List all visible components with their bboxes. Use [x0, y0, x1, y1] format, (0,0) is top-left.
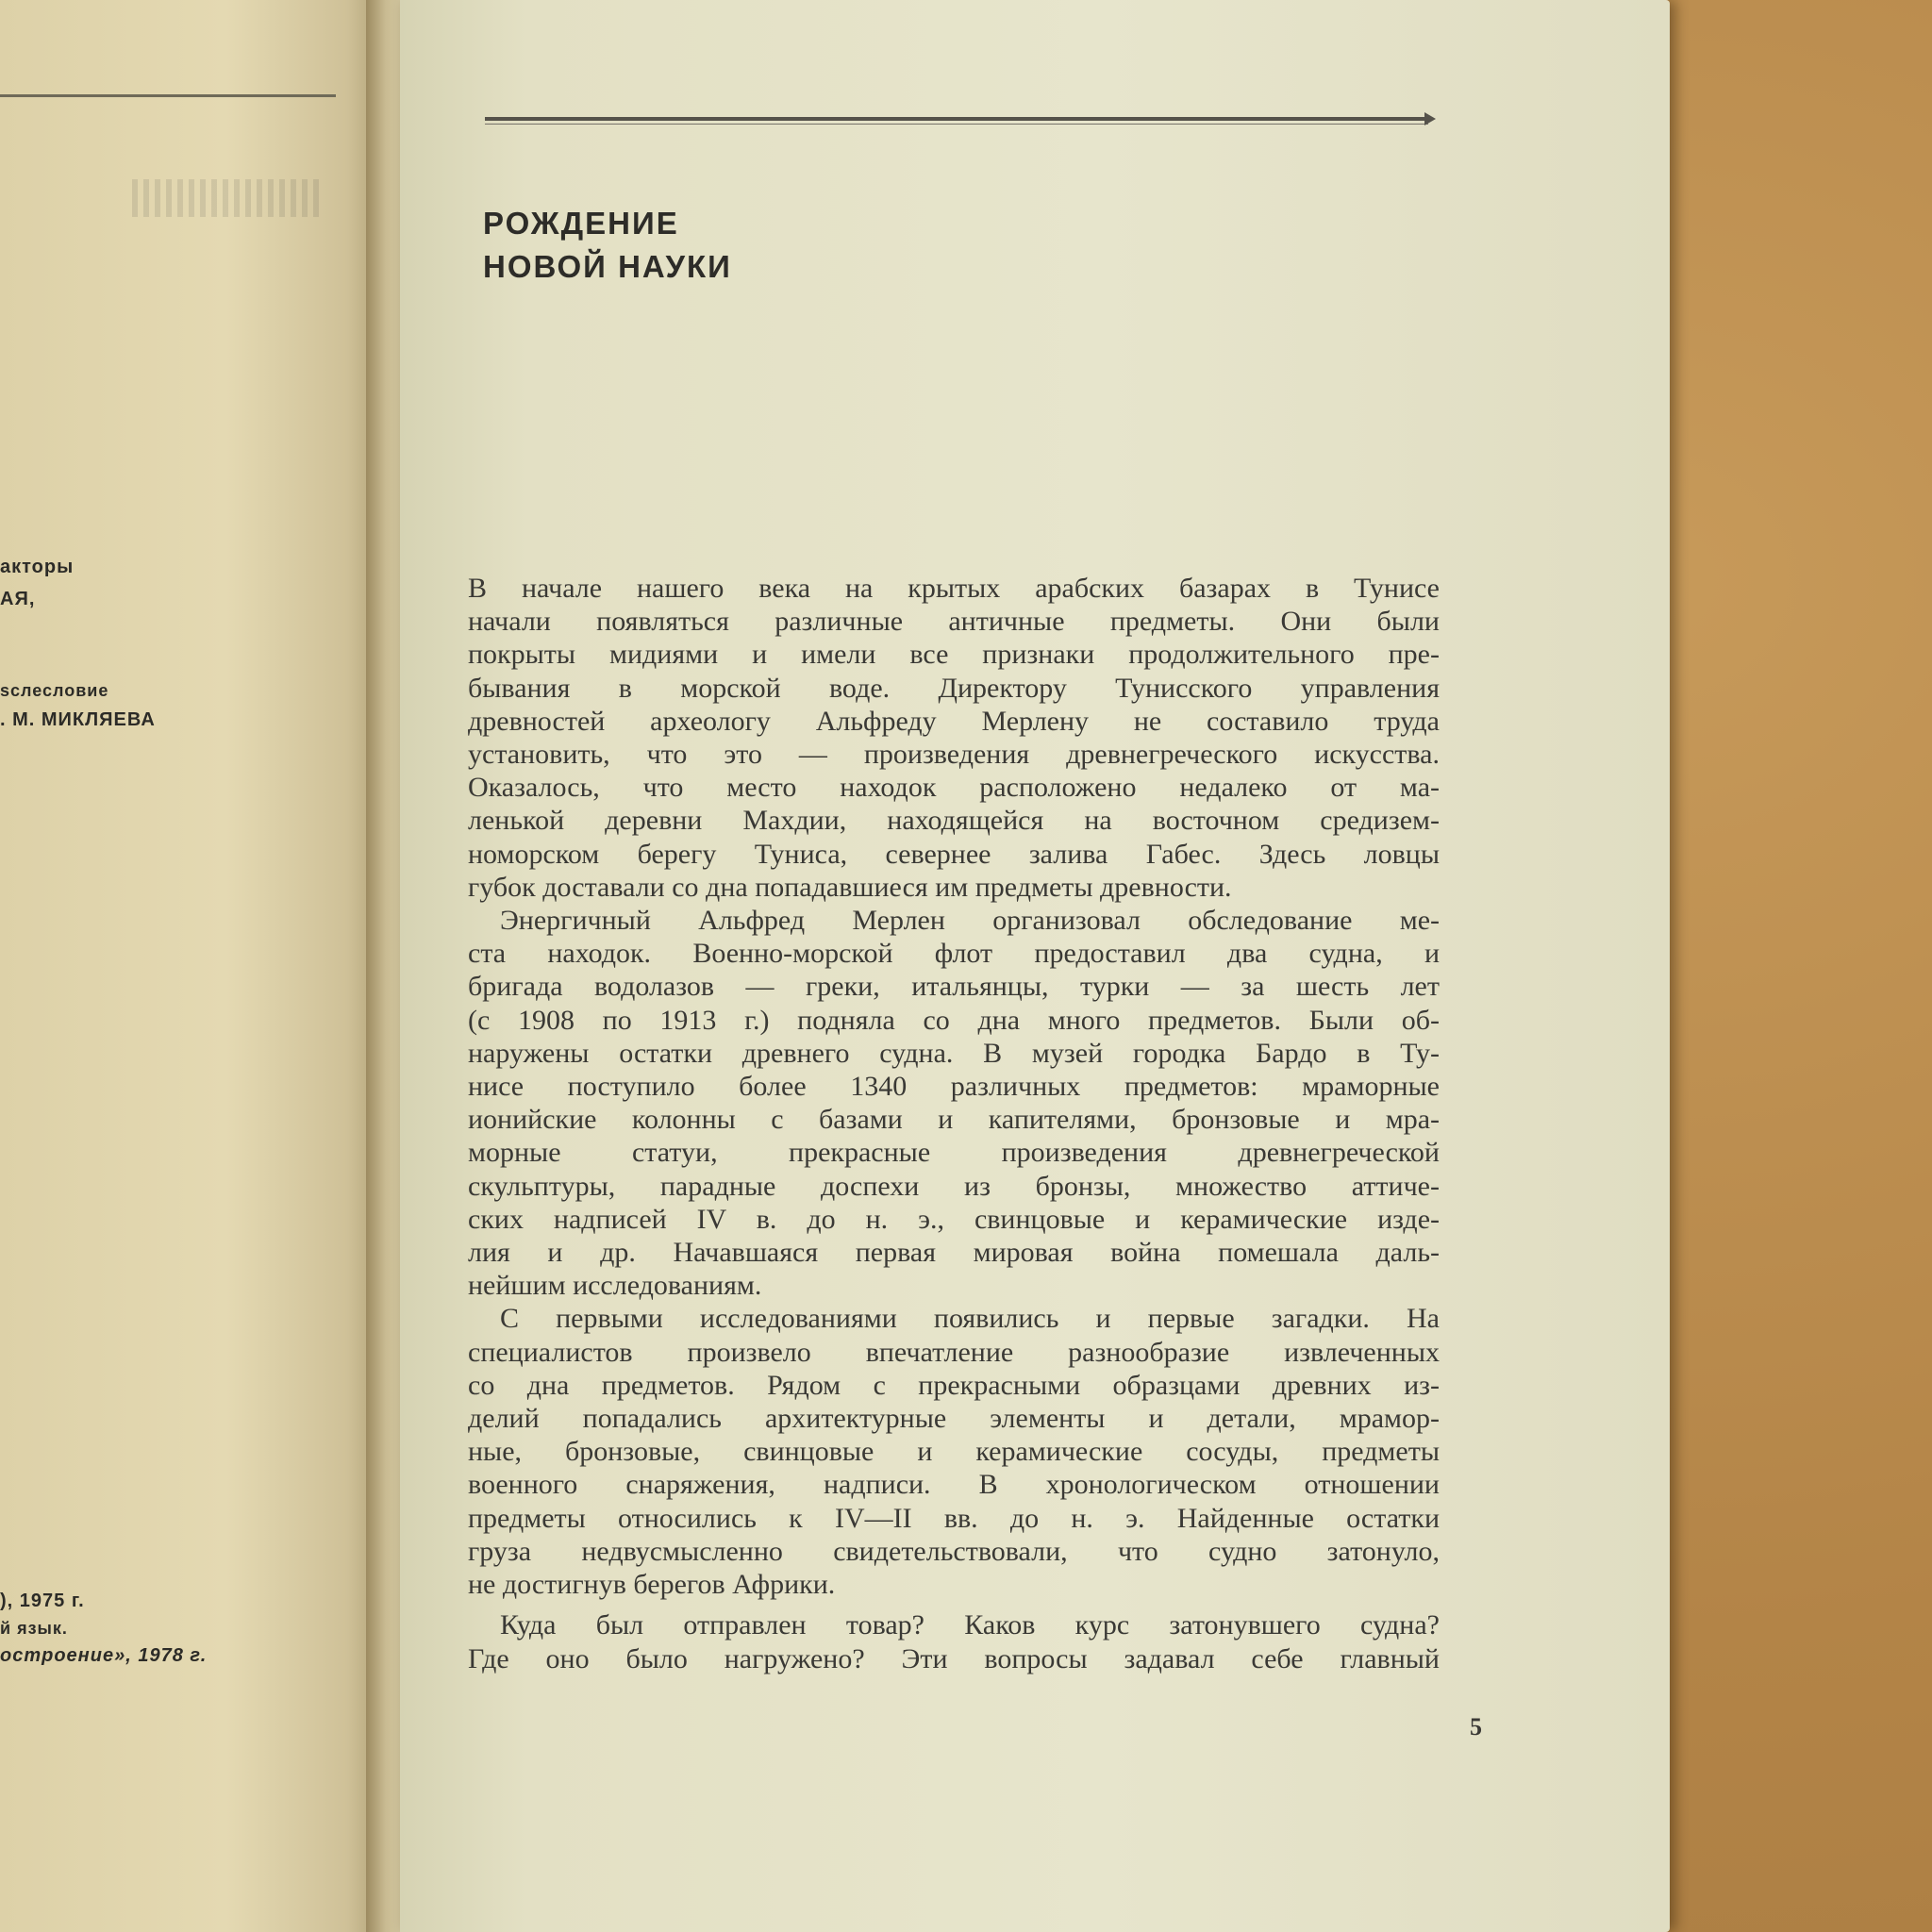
- decorative-rule: [485, 117, 1428, 121]
- left-page-line: ѕслесловие: [0, 681, 109, 700]
- right-page: [400, 0, 1670, 1932]
- chapter-title-line: РОЖДЕНИЕ: [483, 206, 679, 241]
- text-line: ионийские колонны с базами и капителями, бронзовые и мра-: [468, 1104, 1440, 1136]
- text-line: Энергичный Альфред Мерлен организовал обследование ме-: [500, 905, 1440, 937]
- left-page-line: акторы: [0, 557, 75, 577]
- chapter-title: [483, 202, 732, 289]
- left-page: [0, 0, 377, 1932]
- text-line: морные статуи, прекрасные произведения древнегреческой: [468, 1137, 1440, 1169]
- text-line: С первыми исследованиями появились и первые загадки. На: [500, 1303, 1440, 1335]
- text-line: покрыты мидиями и имели все признаки продолжительного пре-: [468, 639, 1440, 671]
- rule-arrow-icon: [1424, 112, 1436, 125]
- text-line: скульптуры, парадные доспехи из бронзы, множество аттиче-: [468, 1170, 1440, 1202]
- text-line: предметы относились к IV—II вв. до н. э. Найденные остатки: [468, 1502, 1440, 1534]
- text-line: военного снаряжения, надписи. В хронологическом отношении: [468, 1469, 1440, 1501]
- text-line: установить, что это — произведения древнегреческого искусства.: [468, 739, 1440, 771]
- text-line: делий попадались архитектурные элементы и детали, мрамор-: [468, 1403, 1440, 1435]
- body-text: [468, 572, 1440, 1675]
- text-line: В начале нашего века на крытых арабских базарах в Тунисе: [468, 573, 1440, 604]
- text-line: груза недвусмысленно свидетельствовали, что судно затонуло,: [468, 1535, 1440, 1567]
- chapter-title-line: НОВОЙ НАУКИ: [483, 249, 732, 284]
- text-line: лия и др. Начавшаяся первая мировая война помешала даль-: [468, 1237, 1440, 1269]
- text-line: (с 1908 по 1913 г.) подняла со дна много предметов. Были об-: [468, 1004, 1440, 1036]
- text-line: нейшим исследованиям.: [468, 1270, 762, 1302]
- text-line: ленькой деревни Махдии, находящейся на восточном средизем-: [468, 805, 1440, 837]
- text-line: наружены остатки древнего судна. В музей городка Бардо в Ту-: [468, 1037, 1440, 1069]
- text-line: начали появляться различные античные предметы. Они были: [468, 606, 1440, 638]
- text-line: губок доставали со дна попадавшиеся им предметы древности.: [468, 871, 1232, 903]
- left-page-line: й язык.: [0, 1619, 68, 1638]
- text-line: бывания в морской воде. Директору Тунисского управления: [468, 672, 1440, 704]
- left-page-line: . М. МИКЛЯЕВА: [0, 709, 156, 730]
- left-page-line: ), 1975 г.: [0, 1591, 85, 1611]
- left-page-rule: [0, 94, 336, 97]
- text-line: номорском берегу Туниса, севернее залива Габес. Здесь ловцы: [468, 838, 1440, 870]
- text-line: Куда был отправлен товар? Каков курс затонувшего судна?: [500, 1609, 1440, 1641]
- text-line: древностей археологу Альфреду Мерлену не составило труда: [468, 705, 1440, 737]
- text-line: со дна предметов. Рядом с прекрасными образцами древних из-: [468, 1369, 1440, 1401]
- text-line: бригада водолазов — греки, итальянцы, турки — за шесть лет: [468, 971, 1440, 1003]
- left-page-line: остроение», 1978 г.: [0, 1645, 208, 1666]
- text-line: ста находок. Военно-морской флот предоставил два судна, и: [468, 938, 1440, 970]
- left-page-line: АЯ,: [0, 589, 36, 609]
- text-line: Оказалось, что место находок расположено недалеко от ма-: [468, 772, 1440, 804]
- text-line: ских надписей IV в. до н. э., свинцовые и керамические изде-: [468, 1203, 1440, 1235]
- text-line: не достигнув берегов Африки.: [468, 1569, 836, 1601]
- left-page-faded-print: [132, 179, 321, 217]
- text-line: специалистов произвело впечатление разнообразие извлеченных: [468, 1336, 1440, 1368]
- text-line: нисе поступило более 1340 различных предметов: мраморные: [468, 1071, 1440, 1103]
- page-number: 5: [1470, 1713, 1482, 1740]
- text-line: Где оно было нагружено? Эти вопросы задавал себе главный: [468, 1642, 1440, 1674]
- text-line: ные, бронзовые, свинцовые и керамические сосуды, предметы: [468, 1436, 1440, 1468]
